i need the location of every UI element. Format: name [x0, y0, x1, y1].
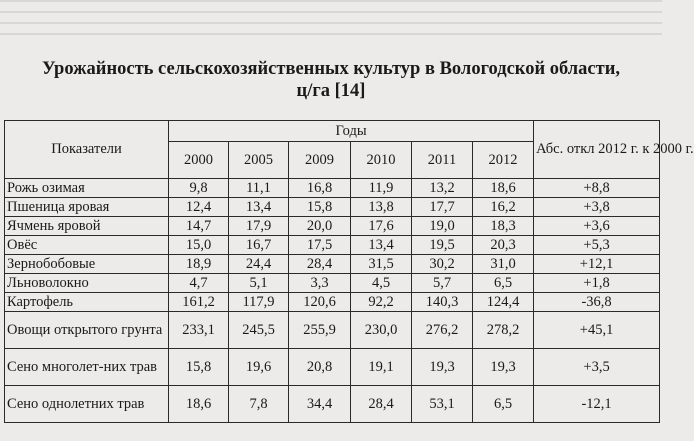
cell-value: 140,3 — [412, 293, 473, 312]
cell-value: 6,5 — [473, 274, 534, 293]
cell-abs-deviation: +45,1 — [534, 312, 660, 349]
header-row-1 — [5, 121, 660, 142]
table-row — [5, 217, 660, 236]
col-header-indicator: Показатели — [5, 121, 169, 179]
cell-abs-deviation: +12,1 — [534, 255, 660, 274]
title-line-2: ц/га [14] — [296, 81, 366, 101]
cell-value: 14,7 — [169, 217, 229, 236]
cell-value: 18,3 — [473, 217, 534, 236]
cell-value: 13,2 — [412, 179, 473, 198]
cell-value: 117,9 — [229, 293, 289, 312]
cell-value: 19,0 — [412, 217, 473, 236]
cell-value: 17,9 — [229, 217, 289, 236]
cell-value: 34,4 — [289, 386, 351, 423]
col-header-years-group: Годы — [169, 121, 534, 142]
col-header-abs-deviation: Абс. откл 2012 г. к 2000 г. — [534, 121, 660, 179]
cell-value: 17,5 — [289, 236, 351, 255]
cell-value: 5,1 — [229, 274, 289, 293]
cell-value: 15,8 — [169, 349, 229, 386]
cell-value: 276,2 — [412, 312, 473, 349]
bleed-through-text — [0, 0, 662, 44]
cell-value: 4,5 — [351, 274, 412, 293]
cell-abs-deviation: +1,8 — [534, 274, 660, 293]
cell-value: 13,4 — [229, 198, 289, 217]
cell-value: 19,3 — [412, 349, 473, 386]
table-row — [5, 236, 660, 255]
cell-value: 11,9 — [351, 179, 412, 198]
cell-value: 7,8 — [229, 386, 289, 423]
title-line-1: Урожайность сельскохозяйственных культур в Вологодской области, — [41, 59, 620, 79]
cell-value: 11,1 — [229, 179, 289, 198]
col-header-year: 2012 — [473, 142, 534, 179]
cell-value: 31,5 — [351, 255, 412, 274]
row-indicator-name: Зернобобовые — [5, 255, 169, 274]
yield-table — [4, 120, 694, 423]
cell-value: 16,2 — [473, 198, 534, 217]
row-indicator-name: Картофель — [5, 293, 169, 312]
cell-abs-deviation: +5,3 — [534, 236, 660, 255]
cell-abs-deviation: -36,8 — [534, 293, 660, 312]
table-row — [5, 349, 660, 386]
cell-value: 19,5 — [412, 236, 473, 255]
row-indicator-name: Сено многолет-них трав — [5, 349, 169, 386]
cell-abs-deviation: +3,8 — [534, 198, 660, 217]
table-row — [5, 312, 660, 349]
table-row — [5, 255, 660, 274]
cell-value: 15,0 — [169, 236, 229, 255]
cell-value: 20,8 — [289, 349, 351, 386]
cell-value: 53,1 — [412, 386, 473, 423]
cell-value: 19,6 — [229, 349, 289, 386]
cell-value: 16,8 — [289, 179, 351, 198]
cell-value: 230,0 — [351, 312, 412, 349]
cell-value: 28,4 — [351, 386, 412, 423]
col-header-year: 2009 — [289, 142, 351, 179]
cell-value: 233,1 — [169, 312, 229, 349]
cell-value: 18,9 — [169, 255, 229, 274]
cell-value: 255,9 — [289, 312, 351, 349]
col-header-year: 2000 — [169, 142, 229, 179]
row-indicator-name: Рожь озимая — [5, 179, 169, 198]
cell-value: 20,3 — [473, 236, 534, 255]
cell-value: 20,0 — [289, 217, 351, 236]
cell-value: 245,5 — [229, 312, 289, 349]
cell-value: 17,6 — [351, 217, 412, 236]
col-header-year: 2005 — [229, 142, 289, 179]
cell-value: 13,4 — [351, 236, 412, 255]
cell-abs-deviation: +3,5 — [534, 349, 660, 386]
row-indicator-name: Льноволокно — [5, 274, 169, 293]
cell-value: 4,7 — [169, 274, 229, 293]
row-indicator-name: Овощи открытого грунта — [5, 312, 169, 349]
cell-value: 12,4 — [169, 198, 229, 217]
cell-value: 19,1 — [351, 349, 412, 386]
cell-value: 28,4 — [289, 255, 351, 274]
cell-value: 13,8 — [351, 198, 412, 217]
cell-value: 6,5 — [473, 386, 534, 423]
cell-value: 9,8 — [169, 179, 229, 198]
cell-value: 18,6 — [169, 386, 229, 423]
table-row — [5, 179, 660, 198]
cell-value: 17,7 — [412, 198, 473, 217]
cell-value: 19,3 — [473, 349, 534, 386]
cell-value: 30,2 — [412, 255, 473, 274]
cell-value: 92,2 — [351, 293, 412, 312]
cell-abs-deviation: -12,1 — [534, 386, 660, 423]
col-header-year: 2010 — [351, 142, 412, 179]
table-row — [5, 274, 660, 293]
cell-value: 18,6 — [473, 179, 534, 198]
cell-value: 15,8 — [289, 198, 351, 217]
cell-value: 24,4 — [229, 255, 289, 274]
cell-value: 120,6 — [289, 293, 351, 312]
cell-value: 278,2 — [473, 312, 534, 349]
cell-abs-deviation: +8,8 — [534, 179, 660, 198]
page-title — [0, 58, 662, 102]
cell-value: 3,3 — [289, 274, 351, 293]
table-row — [5, 293, 660, 312]
cell-value: 16,7 — [229, 236, 289, 255]
row-indicator-name: Овёс — [5, 236, 169, 255]
cell-value: 5,7 — [412, 274, 473, 293]
table-row — [5, 198, 660, 217]
col-header-year: 2011 — [412, 142, 473, 179]
cell-value: 31,0 — [473, 255, 534, 274]
table-row — [5, 386, 660, 423]
row-indicator-name: Пшеница яровая — [5, 198, 169, 217]
row-indicator-name: Сено однолетних трав — [5, 386, 169, 423]
cell-value: 124,4 — [473, 293, 534, 312]
row-indicator-name: Ячмень яровой — [5, 217, 169, 236]
cell-abs-deviation: +3,6 — [534, 217, 660, 236]
cell-value: 161,2 — [169, 293, 229, 312]
